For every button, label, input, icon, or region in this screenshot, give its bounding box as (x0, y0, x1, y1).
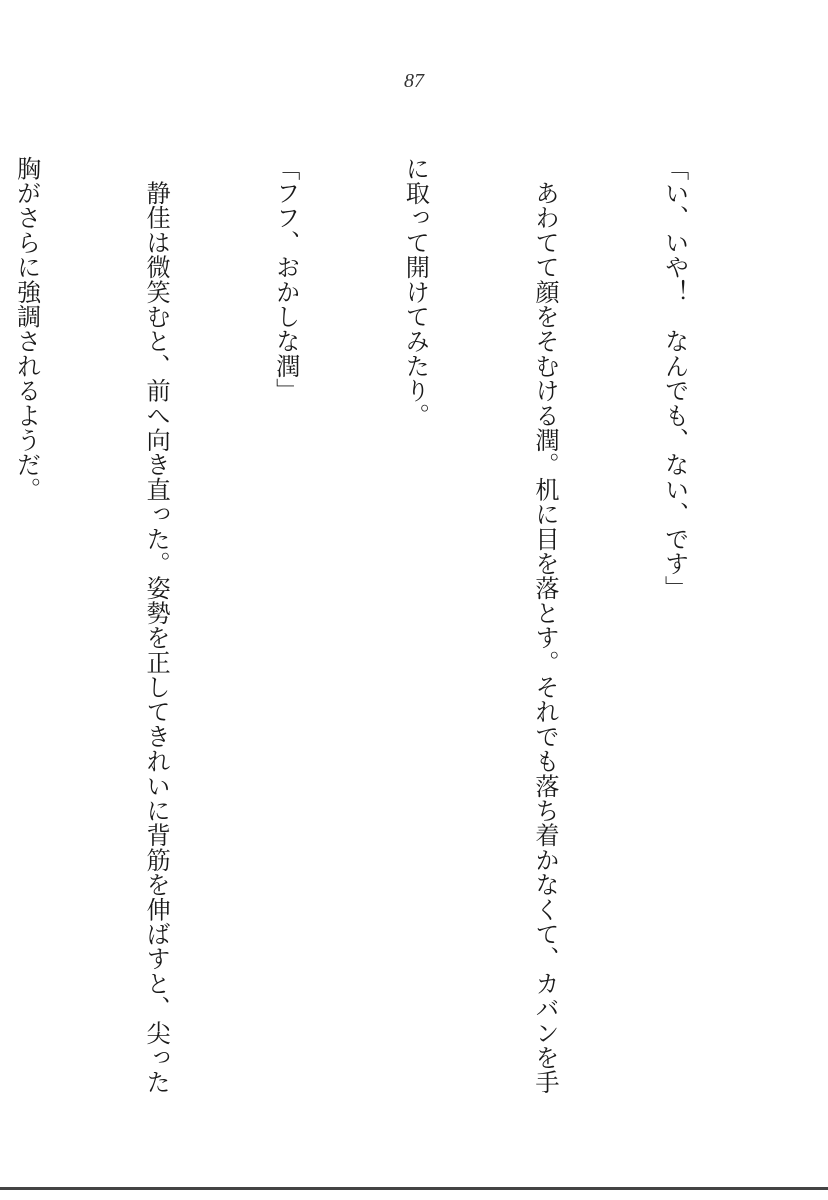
text-line: 「い、いや！ なんでも、ない、です」 (660, 156, 689, 601)
text-line: 「フフ、おかしな潤」 (271, 156, 300, 403)
page-number: 87 (404, 70, 424, 92)
text-line: 静佳は微笑むと、前へ向き直った。姿勢を正してきれいに背筋を伸ばすと、尖った (142, 156, 171, 1095)
text-line: 胸がさらに強調されるようだ。 (12, 156, 41, 502)
text-line: あわてて顔をそむける潤。机に目を落とす。それでも落ち着かなくて、カバンを手 (530, 156, 559, 1095)
bottom-rule (0, 1187, 828, 1190)
vertical-text-body (0, 156, 782, 1156)
text-line: に取って開けてみたり。 (401, 156, 430, 428)
